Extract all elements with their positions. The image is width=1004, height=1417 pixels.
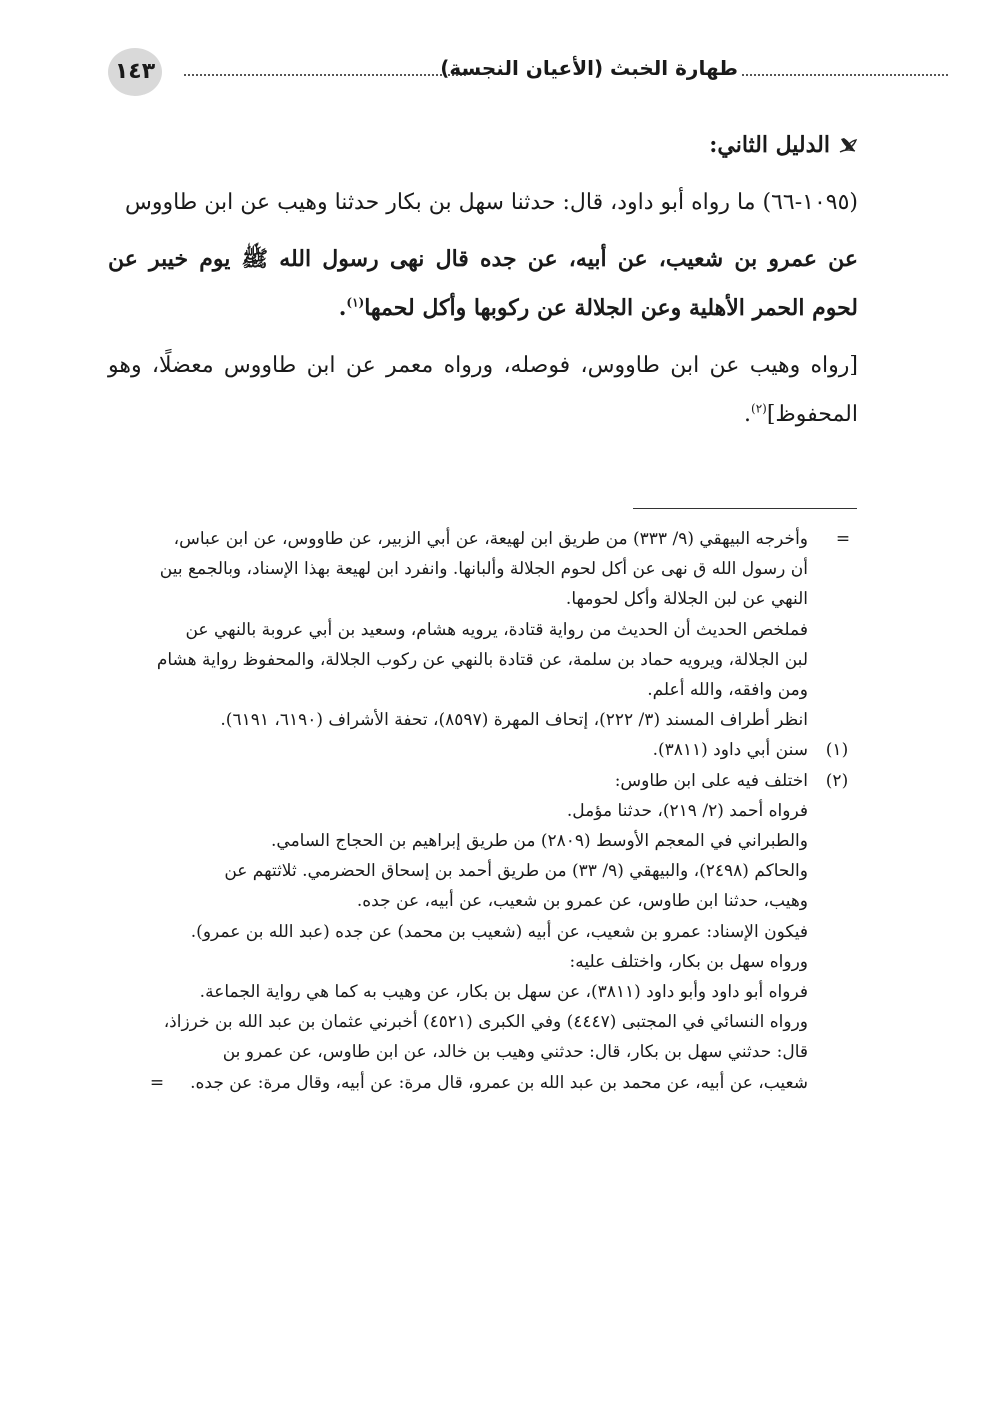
hadith-isnad: (١٠٩٥-٦٦) ما رواه أبو داود، قال: حدثنا سهل بن بكار حدثنا وهيب عن ابن طاووس xyxy=(124,190,858,215)
hadith-grading xyxy=(108,341,858,439)
footnote-ref-1[interactable]: (١) xyxy=(346,295,365,310)
header-dots-left xyxy=(184,74,466,76)
footnote-line: أن رسول الله ق نهى عن أكل لحوم الجلالة وألبانها. وانفرد ابن لهيعة بهذا الإسناد، وبالجمع بين xyxy=(159,559,808,580)
footnote-1 xyxy=(108,735,858,765)
section-heading xyxy=(108,120,858,170)
footnote-1-marker: (١) xyxy=(825,740,849,761)
heading-text: الدليل الثاني: xyxy=(709,132,830,158)
footnote-line: فملخص الحديث أن الحديث من رواية قتادة، يرويه هشام، وسعيد بن أبي عروبة بالنهي عن xyxy=(185,619,808,640)
footnote-line-last xyxy=(108,1068,808,1098)
footnote-line: وأخرجه البيهقي (٩/ ٣٣٣) من طريق ابن لهيعة، عن أبي الزبير، عن طاووس، عن ابن عباس، xyxy=(173,529,808,549)
footnote-continuation xyxy=(108,524,858,735)
footnote-ref-2[interactable]: (٢) xyxy=(751,401,767,416)
hadith-matn-text: عن عمرو بن شعيب، عن أبيه، عن جده قال نهى رسول الله ﷺ يوم خيبر عن لحوم الحمر الأهلية وعن الجلالة عن ركوبها وأكل لحمها xyxy=(108,246,858,321)
footnote-line: والحاكم (٢٤٩٨)، والبيهقي (٩/ ٣٣) من طريق أحمد بن إسحاق الحضرمي. ثلاثتهم عن xyxy=(224,861,808,882)
footnote-line: فيكون الإسناد: عمرو بن شعيب، عن أبيه (شعيب بن محمد) عن جده (عبد الله بن عمرو). xyxy=(190,921,808,942)
footnote-line: فرواه أحمد (٢/ ٢١٩)، حدثنا مؤمل. xyxy=(566,800,808,821)
footnote-line: فرواه أبو داود وأبو داود (٣٨١١)، عن سهل بن بكار، عن وهيب به كما هي رواية الجماعة. xyxy=(199,982,808,1003)
footnote-line: وهيب، حدثنا ابن طاوس، عن عمرو بن شعيب، عن أبيه، عن جده. xyxy=(356,891,808,912)
flower-ornament-icon xyxy=(838,135,858,155)
footnote-line: ورواه النسائي في المجتبى (٤٤٤٧) وفي الكبرى (٤٥٢١) أخبرني عثمان بن عبد الله بن خرزاذ، xyxy=(163,1012,808,1033)
continues-marker: = xyxy=(149,1072,165,1093)
footnote-line: ومن وافقه، والله أعلم. xyxy=(647,680,808,701)
footnote-divider xyxy=(633,508,857,509)
footnote-line: والطبراني في المعجم الأوسط (٢٨٠٩) من طريق إبراهيم بن الحجاج السامي. xyxy=(271,831,808,852)
continuation-marker: = xyxy=(835,529,851,549)
page-header xyxy=(108,48,844,96)
footnote-2-marker: (٢) xyxy=(825,770,849,791)
footnote-line: اختلف فيه على ابن طاوس: xyxy=(614,770,808,791)
hadith-grading-end: . xyxy=(744,402,751,427)
main-text xyxy=(108,120,858,447)
footnote-line: النهي عن لبن الجلالة وأكل لحومها. xyxy=(565,589,808,610)
footnote-line: ورواه سهل بن بكار، واختلف عليه: xyxy=(569,951,808,972)
footnote-line: قال: حدثني سهل بن بكار، قال: حدثني وهيب بن خالد، عن ابن طاوس، عن عمرو بن xyxy=(222,1042,808,1063)
hadith-matn-end: . xyxy=(338,295,347,321)
footnotes xyxy=(108,524,858,1098)
running-title: طهارة الخبث (الأعيان النجسة) xyxy=(440,56,738,80)
page-number: ١٤٣ xyxy=(108,48,162,96)
hadith-matn xyxy=(108,235,858,333)
footnote-2 xyxy=(108,766,858,1098)
header-dots-right xyxy=(742,74,948,76)
footnote-1-text: سنن أبي داود (٣٨١١). xyxy=(652,740,808,761)
footnote-last-text: شعيب، عن أبيه، عن محمد بن عبد الله بن عمرو، قال مرة: عن أبيه، وقال مرة: عن جده. xyxy=(190,1072,808,1093)
hadith-grading-text: [رواه وهيب عن ابن طاووس، فوصله، ورواه معمر عن ابن طاووس معضلًا، وهو المحفوظ] xyxy=(108,353,858,427)
footnote-line: انظر أطراف المسند (٣/ ٢٢٢)، إتحاف المهرة (٨٥٩٧)، تحفة الأشراف (٦١٩٠، ٦١٩١). xyxy=(220,710,808,731)
footnote-line: لبن الجلالة، ويرويه حماد بن سلمة، عن قتادة بالنهي عن ركوب الجلالة، والمحفوظ رواية هشام xyxy=(156,649,808,670)
